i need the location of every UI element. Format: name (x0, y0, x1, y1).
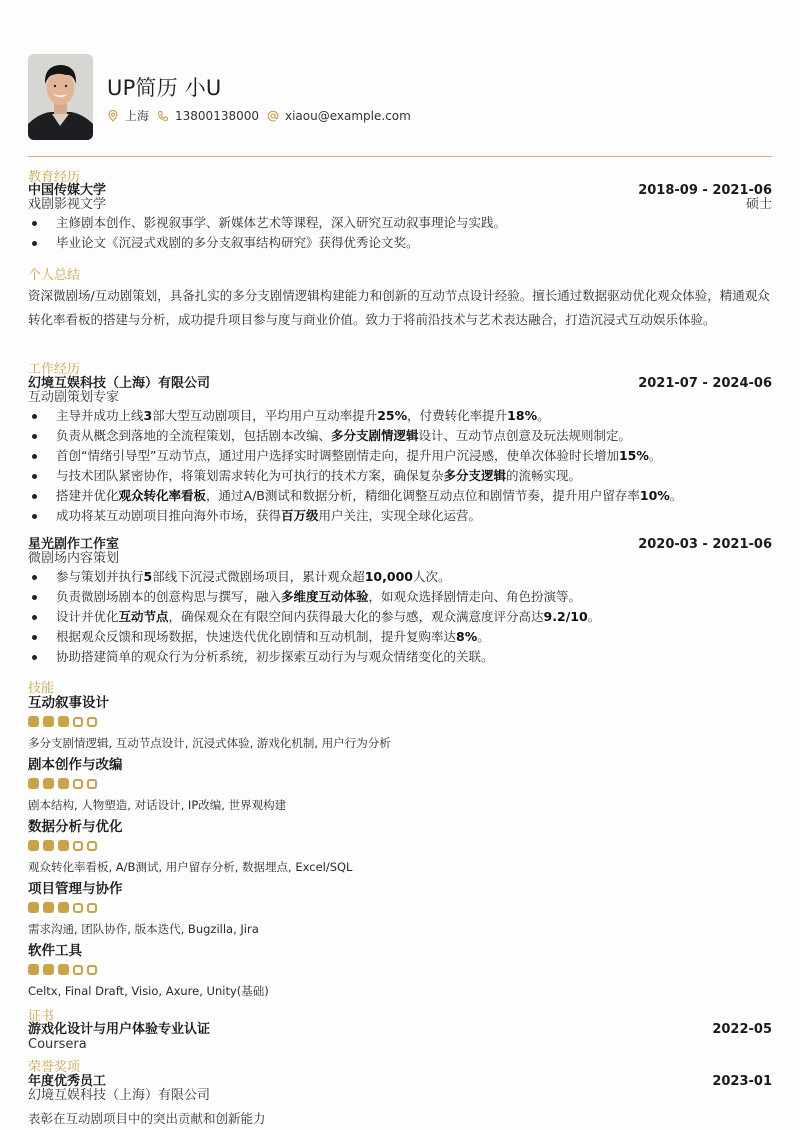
skill-description: 多分支剧情逻辑, 互动节点设计, 沉浸式体验, 游戏化机制, 用户行为分析 (28, 736, 391, 750)
text-segment: 。 (537, 408, 550, 423)
highlight-text: 互动节点 (118, 609, 169, 624)
text-segment: 参与策划并执行 (56, 569, 144, 584)
skill-description: 需求沟通, 团队协作, 版本迭代, Bugzilla, Jira (28, 922, 259, 936)
header-divider (28, 156, 772, 157)
phone-text[interactable]: 13800138000 (175, 108, 259, 123)
list-item (28, 466, 772, 486)
award-date: 2023-01 (712, 1074, 772, 1089)
rating-dot-empty-icon (73, 965, 83, 975)
list-item (28, 607, 772, 627)
rating-dot-empty-icon (87, 903, 97, 913)
rating-dot-filled-icon (28, 964, 39, 975)
rating-dot-empty-icon (73, 779, 83, 789)
work-entry-1 (28, 377, 772, 405)
phone-icon (157, 110, 169, 122)
school-name: 中国传媒大学 (28, 183, 107, 198)
text-segment: 的流畅实现。 (506, 468, 582, 483)
rating-dot-empty-icon (87, 779, 97, 789)
text-segment: 设计、互动节点创意及玩法规则制定。 (418, 428, 632, 443)
person-avatar-icon (28, 54, 93, 140)
certificate-date: 2022-05 (712, 1022, 772, 1037)
skill-name: 数据分析与优化 (28, 819, 123, 835)
text-segment: ，如观众选择剧情走向、角色扮演等。 (368, 589, 582, 604)
text-segment: 首创“情绪引导型”互动节点，通过用户选择实时调整剧情走向，提升用户沉浸感，使单次体验时长增加 (56, 448, 619, 463)
award-entry (28, 1075, 772, 1126)
list-item (28, 406, 772, 426)
rating-dot-empty-icon (73, 903, 83, 913)
skill-rating (28, 964, 772, 975)
text-segment: ，确保观众在有限空间内获得最大化的参与感，观众满意度评分高达 (168, 609, 544, 624)
rating-dot-empty-icon (73, 717, 83, 727)
text-segment: 人次。 (412, 569, 451, 584)
skill-name: 项目管理与协作 (28, 881, 123, 897)
certificate-entry (28, 1023, 772, 1052)
rating-dot-filled-icon (43, 716, 54, 727)
text-segment: 。 (648, 448, 662, 463)
text-segment: 与技术团队紧密协作，将策划需求转化为可执行的技术方案，确保复杂 (56, 468, 444, 483)
text-segment: 负责微剧场剧本的创意构思与撰写，融入 (56, 589, 282, 604)
rating-dot-filled-icon (28, 902, 39, 913)
rating-dot-empty-icon (87, 841, 97, 851)
skill-name: 剧本创作与改编 (28, 757, 123, 773)
education-date: 2018-09 - 2021-06 (638, 183, 772, 198)
profile-photo (28, 54, 93, 140)
highlight-text: 15% (618, 448, 649, 463)
highlight-text: 10% (639, 488, 670, 503)
text-segment: 搭建并优化 (56, 488, 119, 503)
skill-rating (28, 716, 772, 727)
highlight-text: 8% (456, 629, 478, 644)
section-title-work: 工作经历 (28, 362, 81, 377)
contact-phone (157, 109, 259, 123)
section-title-education: 教育经历 (28, 170, 81, 185)
summary-text: 资深微剧场/互动剧策划，具备扎实的多分支剧情逻辑构建能力和创新的互动节点设计经验。擅长通过数据驱动优化观众体验，精通观众转化率看板的搭建与分析，成功提升项目参与度与商业价值。致力于将前沿技术与艺术表达融合，打造沉浸式互动娱乐体验。 (28, 288, 770, 327)
skill-description: Celtx, Final Draft, Visio, Axure, Unity(基础) (28, 984, 269, 998)
highlight-text: 多分支剧情逻辑 (331, 428, 419, 443)
award-description: 表彰在互动剧项目中的突出贡献和创新能力 (28, 1111, 266, 1126)
highlight-text: 3 (143, 408, 153, 423)
text-segment: ，付费转化率提升 (407, 408, 508, 423)
section-title-skills: 技能 (28, 681, 55, 696)
skill-rating (28, 902, 772, 913)
text-segment: 。 (587, 609, 601, 624)
work-entry-2 (28, 538, 772, 566)
text-segment: 。 (669, 488, 683, 503)
rating-dot-empty-icon (73, 841, 83, 851)
list-item (28, 587, 772, 607)
resume-header (28, 54, 772, 140)
email-text[interactable]: xiaou@example.com (285, 108, 411, 123)
list-item (28, 486, 772, 506)
major: 戏剧影视文学 (28, 197, 107, 212)
text-segment: 部线下沉浸式微剧场项目，累计观众超 (152, 569, 365, 584)
text-segment: 根据观众反馈和现场数据，快速迭代优化剧情和互动机制，提升复购率达 (56, 629, 457, 644)
skill-rating (28, 778, 772, 789)
location-pin-icon (107, 110, 119, 122)
text-segment: 部大型互动剧项目，平均用户互动率提升 (152, 408, 378, 423)
text-segment: 。 (477, 629, 490, 644)
highlight-text: 多维度互动体验 (281, 589, 369, 604)
list-item (28, 567, 772, 587)
section-title-certificates: 证书 (28, 1009, 55, 1024)
company-name: 星光剧作工作室 (28, 537, 120, 552)
text-segment: ，通过A/B测试和数据分析，精细化调整互动点位和剧情节奏，提升用户留存率 (206, 488, 640, 503)
list-item (28, 627, 772, 647)
rating-dot-filled-icon (28, 716, 39, 727)
work-date: 2021-07 - 2024-06 (638, 376, 772, 391)
text-segment: 成功将某互动剧项目推向海外市场，获得 (56, 508, 282, 523)
certificate-name: 游戏化设计与用户体验专业认证 (28, 1022, 211, 1037)
skill-rating (28, 840, 772, 851)
degree: 硕士 (745, 197, 772, 212)
skill-item (28, 695, 772, 750)
award-name: 年度优秀员工 (28, 1074, 107, 1089)
education-bullets (28, 213, 772, 253)
contact-location (107, 107, 149, 124)
job-role: 互动剧策划专家 (28, 390, 120, 405)
education-entry (28, 184, 772, 212)
list-item: 主修剧本创作、影视叙事学、新媒体艺术等课程，深入研究互动叙事理论与实践。 (28, 213, 772, 233)
list-item (28, 506, 772, 526)
highlight-text: 百万级 (281, 508, 319, 523)
skill-item (28, 819, 772, 874)
rating-dot-filled-icon (58, 840, 69, 851)
location-text: 上海 (125, 109, 150, 123)
skill-name: 软件工具 (28, 943, 82, 959)
skill-description: 观众转化率看板, A/B测试, 用户留存分析, 数据埋点, Excel/SQL (28, 860, 353, 874)
rating-dot-empty-icon (87, 717, 97, 727)
text-segment: 协助搭建简单的观众行为分析系统，初步探索互动行为与观众情绪变化的关联。 (56, 649, 494, 664)
highlight-text: 观众转化率看板 (118, 488, 207, 503)
list-item (28, 647, 772, 667)
skill-item (28, 757, 772, 812)
job-role: 微剧场内容策划 (28, 551, 120, 566)
rating-dot-filled-icon (58, 902, 69, 913)
list-item: 毕业论文《沉浸式戏剧的多分支叙事结构研究》获得优秀论文奖。 (28, 233, 772, 253)
section-title-summary: 个人总结 (28, 268, 81, 283)
section-title-awards: 荣誉奖项 (28, 1060, 81, 1075)
work-date: 2020-03 - 2021-06 (638, 537, 772, 552)
rating-dot-filled-icon (58, 778, 69, 789)
contact-info (107, 107, 419, 124)
list-item (28, 446, 772, 466)
skill-item (28, 943, 772, 998)
contact-email (267, 109, 411, 123)
skill-name: 互动叙事设计 (28, 695, 109, 711)
highlight-text: 9.2/10 (543, 609, 588, 624)
rating-dot-filled-icon (43, 840, 54, 851)
work-2-bullets (28, 567, 772, 667)
text-segment: 用户关注，实现全球化运营。 (318, 508, 482, 523)
rating-dot-filled-icon (58, 964, 69, 975)
skill-item (28, 881, 772, 936)
text-segment: 设计并优化 (56, 609, 119, 624)
company-name: 幻境互娱科技（上海）有限公司 (28, 376, 211, 391)
rating-dot-filled-icon (43, 902, 54, 913)
skill-description: 剧本结构, 人物塑造, 对话设计, IP改编, 世界观构建 (28, 798, 287, 812)
text-segment: 负责从概念到落地的全流程策划，包括剧本改编、 (56, 428, 332, 443)
highlight-text: 5 (143, 569, 153, 584)
rating-dot-empty-icon (87, 965, 97, 975)
text-segment: 主导并成功上线 (56, 408, 144, 423)
rating-dot-filled-icon (28, 778, 39, 789)
highlight-text: 18% (507, 408, 538, 423)
rating-dot-filled-icon (58, 716, 69, 727)
highlight-text: 10,000 (364, 569, 413, 584)
highlight-text: 25% (377, 408, 408, 423)
candidate-name: UP简历 小U (107, 76, 222, 100)
rating-dot-filled-icon (43, 778, 54, 789)
highlight-text: 多分支逻辑 (443, 468, 507, 483)
rating-dot-filled-icon (43, 964, 54, 975)
certificate-issuer: Coursera (28, 1037, 87, 1052)
work-1-bullets (28, 406, 772, 526)
list-item (28, 426, 772, 446)
at-sign-icon (267, 110, 279, 122)
award-issuer: 幻境互娱科技（上海）有限公司 (28, 1088, 211, 1103)
rating-dot-filled-icon (28, 840, 39, 851)
